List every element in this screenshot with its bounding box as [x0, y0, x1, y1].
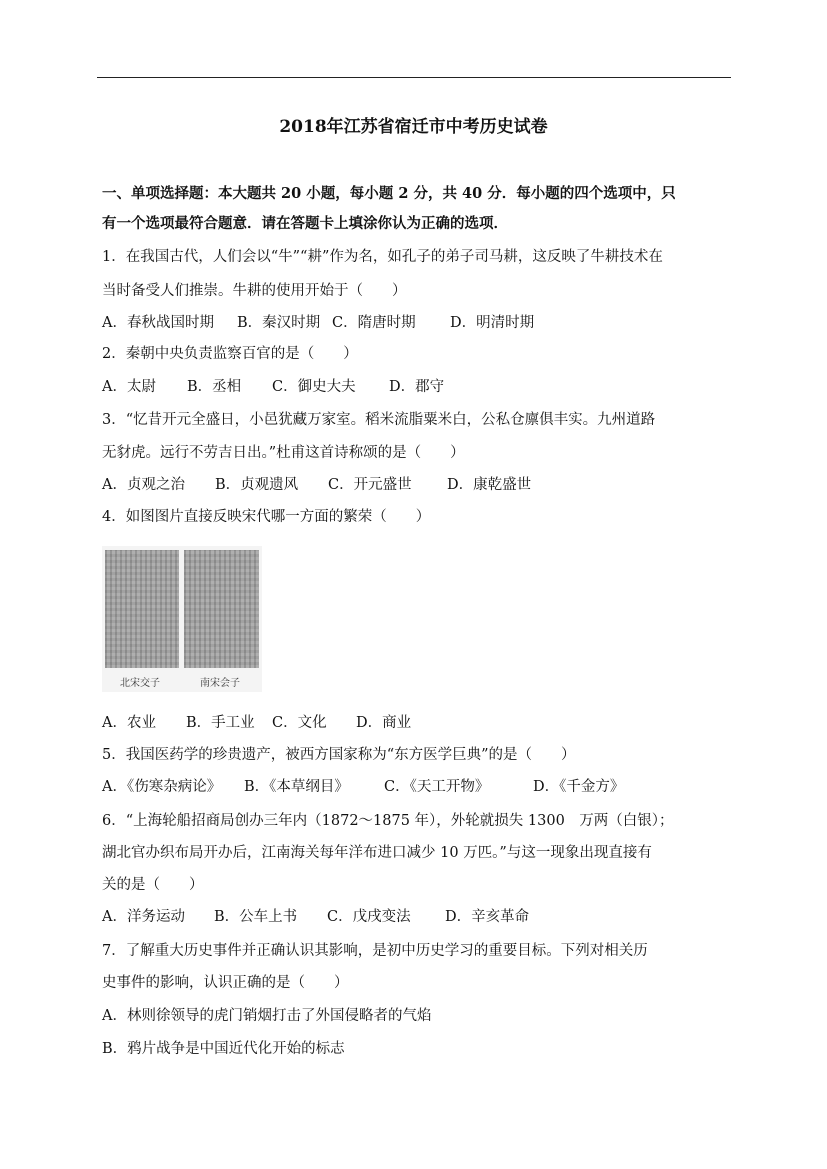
q2-options	[102, 377, 444, 397]
q3-option-c[interactable]: C．开元盛世	[328, 477, 412, 493]
q3-stem-line-1: 3．“忆昔开元全盛日，小邑犹藏万家室。稻米流脂粟米白，公私仓廪俱丰实。九州道路	[102, 412, 656, 428]
q6-option-a[interactable]: A．洋务运动	[102, 909, 185, 925]
q5-options	[102, 777, 624, 797]
q7-stem-line-1: 7．了解重大历史事件并正确认识其影响，是初中历史学习的重要目标。下列对相关历	[102, 943, 648, 959]
q4-options	[102, 713, 411, 733]
q2-option-d[interactable]: D．郡守	[389, 379, 445, 395]
q5-option-b[interactable]: B．《本草纲目》	[244, 779, 349, 795]
q3-option-d[interactable]: D．康乾盛世	[447, 477, 532, 493]
q5-option-c[interactable]: C．《天工开物》	[384, 779, 490, 795]
q2-option-c[interactable]: C．御史大夫	[272, 379, 356, 395]
q3-options	[102, 475, 531, 495]
q1-options	[102, 313, 534, 333]
q6-option-b[interactable]: B．公车上书	[214, 909, 298, 925]
q1-stem-line-2: 当时备受人们推崇。牛耕的使用开始于（ ）	[102, 283, 407, 299]
q1-option-d[interactable]: D．明清时期	[450, 315, 535, 331]
q1-stem-line-1: 1．在我国古代，人们会以“牛”“耕”作为名，如孔子的弟子司马耕，这反映了牛耕技术在	[102, 249, 663, 265]
q4-stem-line-1: 4．如图图片直接反映宋代哪一方面的繁荣（ ）	[102, 509, 431, 525]
q6-options	[102, 907, 529, 927]
q2-option-b[interactable]: B．丞相	[187, 379, 242, 395]
header-rule	[97, 77, 731, 78]
page-title: 2018年江苏省宿迁市中考历史试卷	[279, 117, 548, 137]
q4-option-a[interactable]: A．农业	[102, 715, 156, 731]
q7-stem-line-2: 史事件的影响，认识正确的是（ ）	[102, 975, 349, 991]
q3-option-a[interactable]: A．贞观之治	[102, 477, 185, 493]
section-instruction-line-2: 有一个选项最符合题意．请在答题卡上填涂你认为正确的选项．	[102, 215, 508, 232]
huizi-banknote-image	[184, 550, 259, 668]
q1-option-c[interactable]: C．隋唐时期	[332, 315, 416, 331]
q4-option-d[interactable]: D．商业	[356, 715, 412, 731]
q6-stem-line-3: 关的是（ ）	[102, 877, 204, 893]
q1-option-b[interactable]: B．秦汉时期	[237, 315, 321, 331]
q7-option-b[interactable]: B．鸦片战争是中国近代化开始的标志	[102, 1041, 345, 1057]
q6-stem-line-2: 湖北官办织布局开办后，江南海关每年洋布进口减少 10 万匹。”与这一现象出现直接有	[102, 845, 652, 861]
q4-option-c[interactable]: C．文化	[272, 715, 327, 731]
q1-option-a[interactable]: A．春秋战国时期	[102, 315, 214, 331]
figure-caption-jiaozi: 北宋交子	[120, 678, 160, 689]
q6-stem-line-1: 6．“上海轮船招商局创办三年内（1872～1875 年），外轮就损失 1300 万两（白银）；	[102, 813, 674, 829]
q6-option-c[interactable]: C．戊戌变法	[327, 909, 411, 925]
jiaozi-banknote-image	[105, 550, 179, 668]
q3-option-b[interactable]: B．贞观遗风	[215, 477, 299, 493]
q5-stem-line-1: 5．我国医药学的珍贵遗产，被西方国家称为“东方医学巨典”的是（ ）	[102, 747, 576, 763]
section-instruction-line-1: 一、单项选择题：本大题共 20 小题，每小题 2 分，共 40 分．每小题的四个选项中，只	[102, 185, 676, 202]
q3-stem-line-2: 无豺虎。远行不劳吉日出。”杜甫这首诗称颂的是（ ）	[102, 445, 465, 461]
q2-stem-line-1: 2．秦朝中央负责监察百官的是（ ）	[102, 346, 358, 362]
figure-caption-huizi: 南宋会子	[200, 678, 240, 689]
q2-option-a[interactable]: A．太尉	[102, 379, 156, 395]
q4-option-b[interactable]: B．手工业	[186, 715, 255, 731]
q5-option-d[interactable]: D．《千金方》	[533, 779, 625, 795]
q6-option-d[interactable]: D．辛亥革命	[445, 909, 530, 925]
q5-option-a[interactable]: A．《伤寒杂病论》	[102, 779, 222, 795]
song-paper-money-figure	[102, 546, 262, 692]
q7-option-a[interactable]: A．林则徐领导的虎门销烟打击了外国侵略者的气焰	[102, 1008, 432, 1024]
